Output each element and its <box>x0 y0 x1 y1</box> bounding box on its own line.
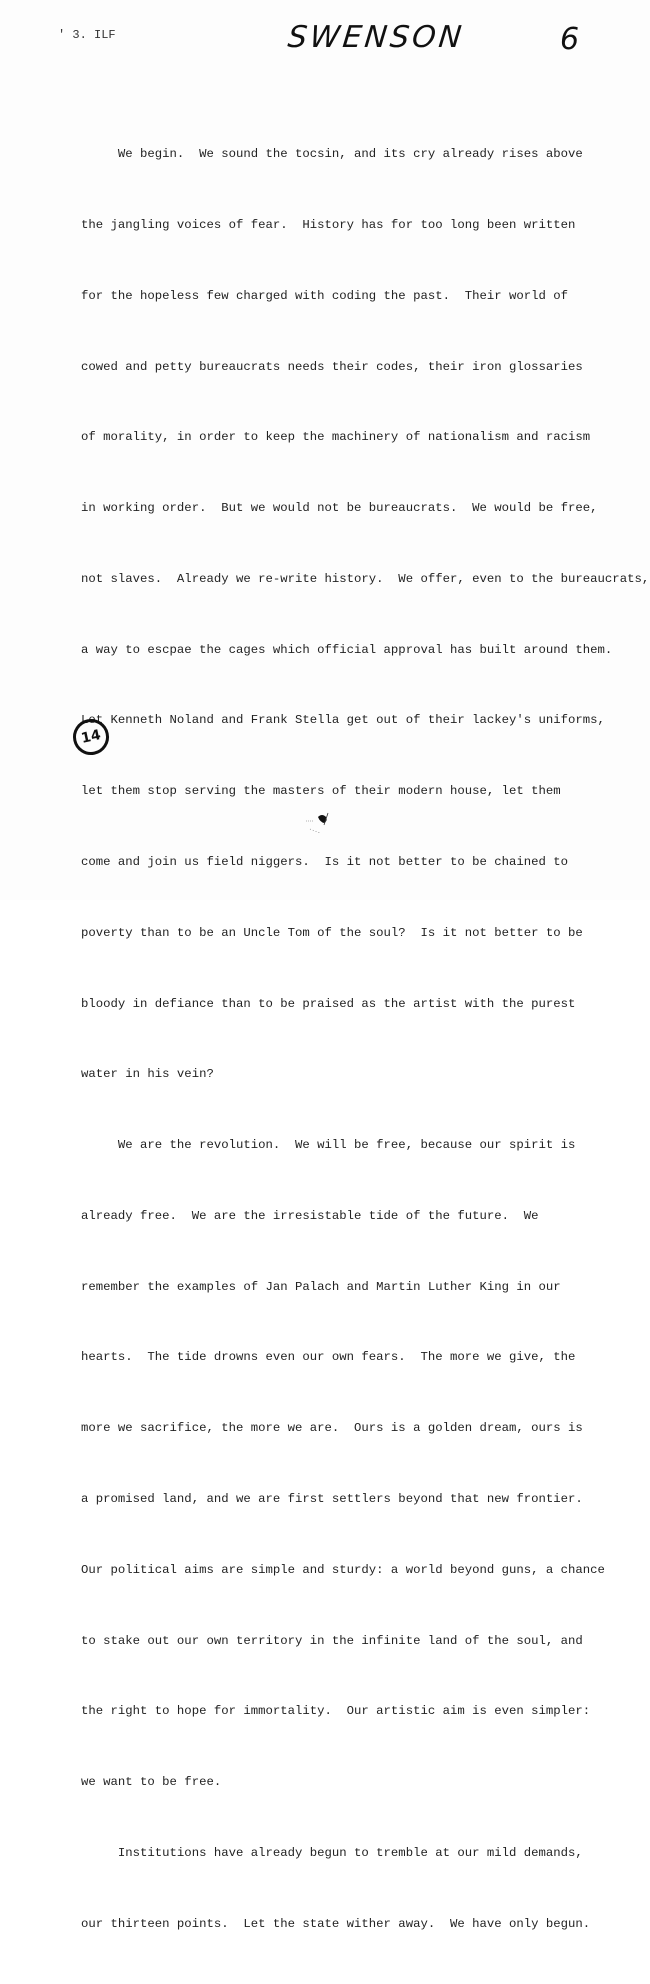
text-line: our thirteen points. Let the state wither away. We have only begun. <box>81 1916 591 1931</box>
text-line: We begin. We sound the tocsin, and its cry already rises above <box>81 147 583 162</box>
text-line: hearts. The tide drowns even our own fears. The more we give, the <box>81 1350 576 1365</box>
text-line: water in his vein? <box>81 1067 214 1082</box>
text-line: the right to hope for immortality. Our artistic aim is even simpler: <box>81 1704 591 1719</box>
text-line: of morality, in order to keep the machinery of nationalism and racism <box>81 430 591 445</box>
text-line: a way to escpae the cages which official approval has built around them. <box>81 642 613 657</box>
text-line: cowed and petty bureaucrats needs their codes, their iron glossaries <box>81 359 583 374</box>
text-line: We are the revolution. We will be free, because our spirit is <box>81 1138 576 1153</box>
document-reference: ' 3. ILF <box>58 28 116 42</box>
text-line: the jangling voices of fear. History has for too long been written <box>81 217 576 232</box>
text-line: remember the examples of Jan Palach and Martin Luther King in our <box>81 1279 561 1294</box>
text-line: let them stop serving the masters of their modern house, let them <box>81 784 561 799</box>
typewritten-body <box>81 96 650 1984</box>
handwritten-page-number: 6 <box>560 22 580 57</box>
text-line: in working order. But we would not be bureaucrats. We would be free, <box>81 501 598 516</box>
ink-smudge-icon <box>300 805 340 835</box>
circled-page-annotation: 14 <box>70 716 113 759</box>
handwritten-author-name: SWENSON <box>286 20 467 55</box>
text-line: we want to be free. <box>81 1775 222 1790</box>
text-line: bloody in defiance than to be praised as the artist with the purest <box>81 996 576 1011</box>
text-line: for the hopeless few charged with coding the past. Their world of <box>81 288 569 303</box>
text-line: come and join us field niggers. Is it not better to be chained to <box>81 855 569 869</box>
text-line: to stake out our own territory in the infinite land of the soul, and <box>81 1633 583 1648</box>
text-line: already free. We are the irresistable tide of the future. We <box>81 1208 539 1223</box>
text-line: Our political aims are simple and sturdy: a world beyond guns, a chance <box>81 1562 605 1577</box>
text-line: Institutions have already begun to tremble at our mild demands, <box>81 1845 583 1860</box>
text-line: a promised land, and we are first settlers beyond that new frontier. <box>81 1492 583 1507</box>
text-line: poverty than to be an Uncle Tom of the soul? Is it not better to be <box>81 925 583 940</box>
text-line: not slaves. Already we re-write history. We offer, even to the bureaucrats, <box>81 571 650 586</box>
text-line: Let Kenneth Noland and Frank Stella get out of their lackey's uniforms, <box>81 713 605 728</box>
text-line: more we sacrifice, the more we are. Ours is a golden dream, ours is <box>81 1421 583 1436</box>
